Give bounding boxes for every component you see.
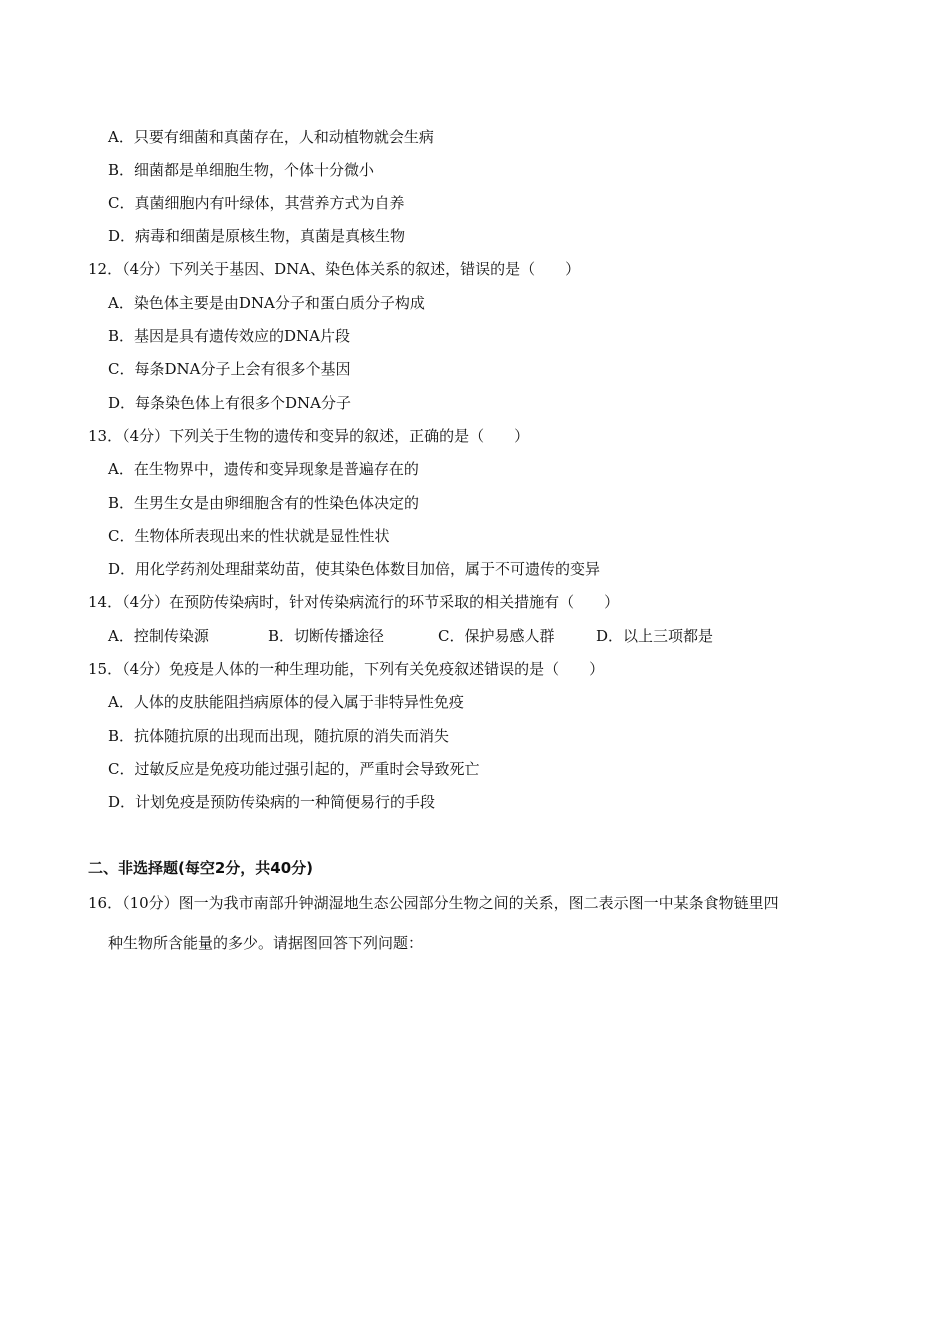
q13-option-d: D．用化学药剂处理甜菜幼苗，使其染色体数目加倍，属于不可遗传的变异 (108, 560, 601, 578)
q14-option-b: B．切断传播途径 (268, 627, 385, 645)
q12-stem: 12．（4分）下列关于基因、DNA、染色体关系的叙述，错误的是（ ） (88, 260, 581, 278)
q13-option-b: B．生男生女是由卵细胞含有的性染色体决定的 (108, 494, 420, 512)
q11-option-d: D．病毒和细菌是原核生物，真菌是真核生物 (108, 227, 406, 245)
q14-option-d: D．以上三项都是 (596, 627, 714, 645)
q15-option-c: C．过敏反应是免疫功能过强引起的，严重时会导致死亡 (108, 760, 480, 778)
q14-options-row (0, 626, 950, 646)
q13-option-c: C．生物体所表现出来的性状就是显性性状 (108, 527, 390, 545)
q13-option-a: A．在生物界中，遗传和变异现象是普遍存在的 (108, 460, 419, 478)
q16-stem-line2: 种生物所含能量的多少。请据图回答下列问题： (108, 934, 424, 952)
q12-option-b: B．基因是具有遗传效应的DNA片段 (108, 327, 351, 345)
q15-option-a: A．人体的皮肤能阻挡病原体的侵入属于非特异性免疫 (108, 693, 464, 711)
q15-option-d: D．计划免疫是预防传染病的一种简便易行的手段 (108, 793, 436, 811)
q16-stem-line1: 16．（10分）图一为我市南部升钟湖湿地生态公园部分生物之间的关系，图二表示图一中某条食物链里四 (88, 894, 779, 912)
q11-option-c: C．真菌细胞内有叶绿体，其营养方式为自养 (108, 194, 405, 212)
q12-option-d: D．每条染色体上有很多个DNA分子 (108, 394, 352, 412)
q12-option-a: A．染色体主要是由DNA分子和蛋白质分子构成 (108, 294, 425, 312)
q14-stem: 14．（4分）在预防传染病时，针对传染病流行的环节采取的相关措施有（ ） (88, 593, 620, 611)
q15-stem: 15．（4分）免疫是人体的一种生理功能，下列有关免疫叙述错误的是（ ） (88, 660, 605, 678)
q12-option-c: C．每条DNA分子上会有很多个基因 (108, 360, 351, 378)
q11-option-a: A．只要有细菌和真菌存在，人和动植物就会生病 (108, 128, 434, 146)
q14-option-c: C．保护易感人群 (438, 627, 555, 645)
q13-stem: 13．（4分）下列关于生物的遗传和变异的叙述，正确的是（ ） (88, 427, 530, 445)
q11-option-b: B．细菌都是单细胞生物，个体十分微小 (108, 161, 375, 179)
q14-option-a: A．控制传染源 (108, 627, 209, 645)
section-heading: 二、非选择题(每空2分，共40分) (88, 859, 314, 877)
q15-option-b: B．抗体随抗原的出现而出现，随抗原的消失而消失 (108, 727, 450, 745)
